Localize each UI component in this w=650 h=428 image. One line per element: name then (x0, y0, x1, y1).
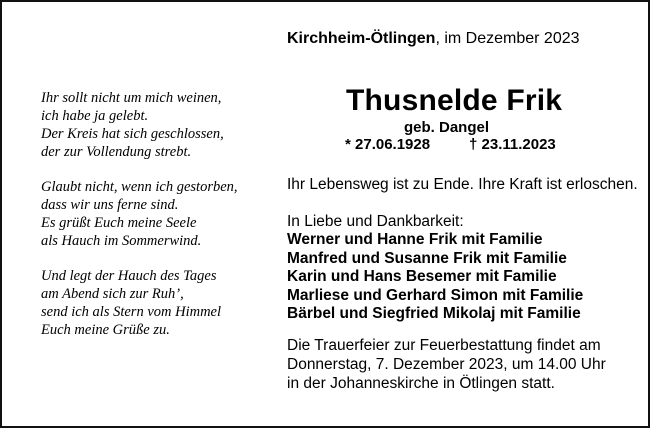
place-name: Kirchheim-Ötlingen (287, 30, 436, 47)
mourner-family: Bärbel und Siegfried Mikolaj mit Familie (287, 305, 581, 323)
poem-stanza (41, 89, 271, 161)
notice-date: , im Dezember 2023 (435, 30, 580, 47)
poem-line: Glaubt nicht, wenn ich gestorben, (41, 179, 238, 195)
life-statement: Ihr Lebensweg ist zu Ende. Ihre Kraft ist erloschen. (287, 176, 638, 193)
mourner-family: Marliese und Gerhard Simon mit Familie (287, 286, 584, 304)
poem-line: der zur Vollendung strebt. (41, 144, 192, 160)
mourners-intro: In Liebe und Dankbarkeit: (287, 213, 464, 230)
poem-line: ich habe ja gelebt. (41, 108, 149, 124)
mourner-family: Werner und Hanne Frik mit Familie (287, 231, 543, 248)
mourner-family: Karin und Hans Besemer mit Familie (287, 268, 557, 286)
death-date: † 23.11.2023 (469, 136, 556, 153)
poem-line: Es grüßt Euch meine Seele (41, 215, 197, 231)
poem-line: Ihr sollt nicht um mich weinen, (41, 90, 222, 106)
poem-line: als Hauch im Sommerwind. (41, 233, 202, 249)
poem-line: dass wir uns ferne sind. (41, 197, 179, 213)
poem-stanza (41, 267, 271, 339)
poem-line: Und legt der Hauch des Tages (41, 268, 217, 284)
funeral-info (287, 336, 606, 393)
funeral-line: Die Trauerfeier zur Feuerbestattung findet am (287, 337, 601, 354)
funeral-line: Donnerstag, 7. Dezember 2023, um 14.00 Uhr (287, 356, 606, 373)
funeral-line: in der Johanneskirche in Ötlingen statt. (287, 375, 555, 392)
poem-line: Der Kreis hat sich geschlossen, (41, 126, 224, 142)
poem-line: am Abend sich zur Ruh’, (41, 286, 184, 302)
deceased-name: Thusnelde Frik (346, 84, 563, 117)
poem-line: send ich als Stern vom Himmel (41, 304, 222, 320)
poem-stanza (41, 178, 271, 250)
place-date-line (287, 30, 580, 48)
mourner-family: Manfred und Susanne Frik mit Familie (287, 249, 567, 267)
birth-date: * 27.06.1928 (345, 136, 431, 153)
poem (41, 89, 271, 356)
poem-line: Euch meine Grüße zu. (41, 322, 170, 338)
mourner-list (287, 231, 583, 324)
birth-name: geb. Dangel (404, 119, 490, 136)
